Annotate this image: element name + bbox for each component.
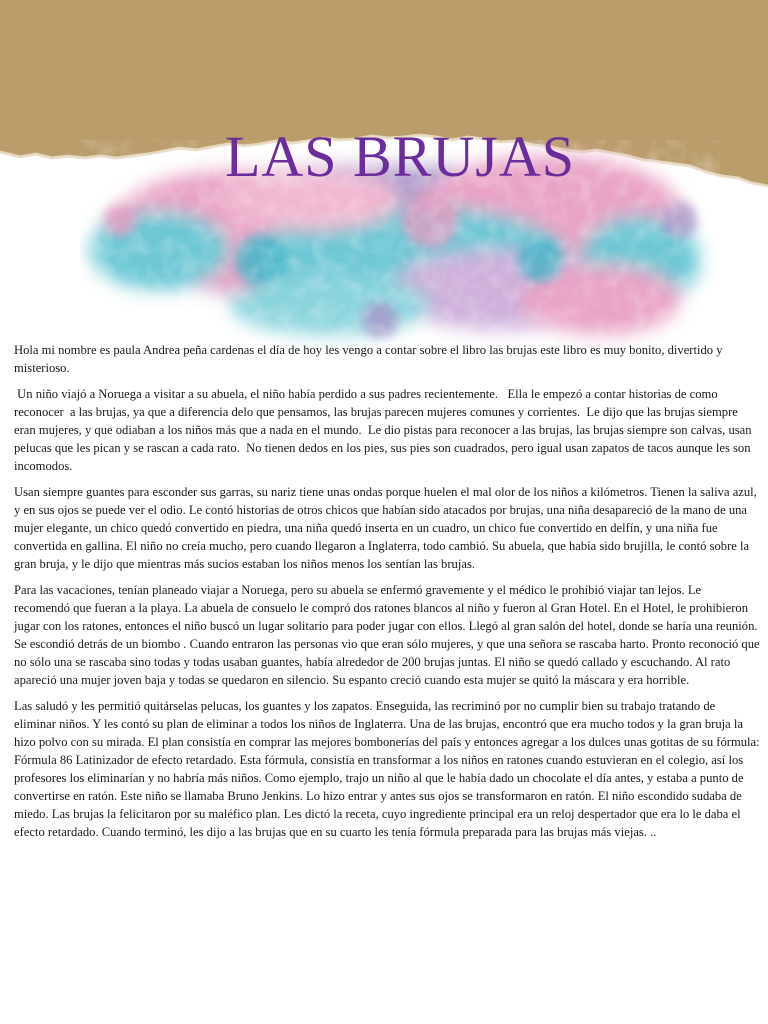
paragraph: Las saludó y les permitió quitárselas pelucas, los guantes y los zapatos. Enseguida, las recriminó por no cumplir bien su trabajo tratando de eliminar niños. Y les contó su plan de eliminar a todos los niños de Inglaterra. Una de las brujas, encontró que era mucho todos y la gran bruja la hizo polvo con su mirada. El plan consistía en comprar las mejores bombonerías del país y entonces agregar a los dulces unas gotitas de su fórmula: Fórmula 86 Latinizador de efecto retardado. Esta fórmula, consistía en transformar a los niños en ratones cuando estuvieran en el colegio, así los profesores los eliminarían y no habría más niños. Como ejemplo, trajo un niño al que le había dado un chocolate el día antes, y estaba a punto de convertirse en ratón. Este niño se llamaba Bruno Jenkins. Lo hizo entrar y antes sus ojos se transformaron en ratón. El niño escondido sudaba de miedo. Las brujas la felicitaron por su maléfico plan. Les dictó la receta, cuyo ingrediente principal era un reloj despertador que era lo le daba el efecto retardado. Cuando terminó, les dijo a las brujas que en su cuarto les tenía fórmula preparada para las brujas más viejas. .. [14,699,760,839]
document-body [14,341,760,849]
paragraph: Hola mi nombre es paula Andrea peña cardenas el día de hoy les vengo a contar sobre el libro las brujas este libro es muy bonito, divertido y misterioso. [14,343,723,375]
paragraph: Un niño viajó a Noruega a visitar a su abuela, el niño había perdido a sus padres recientemente. Ella le empezó a contar historias de como reconocer a las brujas, ya que a diferencia delo que pensamos, las brujas parecen mujeres comunes y corrientes. Le dijo que las brujas siempre eran mujeres, y que odiaban a los niños más que a nada en el mundo. Le dio pistas para reconocer a las brujas, las brujas siempre son calvas, usan pelucas que les pican y se rascan a cada rato. No tienen dedos en los pies, sus pies son cuadrados, pero igual usan zapatos de tacos aunque les son incomodos. [14,387,755,473]
paragraph: Para las vacaciones, tenían planeado viajar a Noruega, pero su abuela se enfermó gravemente y el médico le prohibió viajar tan lejos. Le recomendó que fueran a la playa. La abuela de consuelo le compró dos ratones blancos al niño y fueron al Gran Hotel. En el Hotel, le prohibieron jugar con los ratones, entonces el niño buscó un lugar solitario para poder jugar con ellos. Llegó al gran salón del hotel, donde se haría una reunión. Se escondió detrás de un biombo . Cuando entraron las personas vio que eran sólo mujeres, y que una señora se rascaba harto. Pronto reconoció que no sólo una se rascaba sino todas y todas usaban guantes, había alrededor de 200 brujas juntas. El niño se quedó callado y escuchando. Al rato apareció una mujer joven baja y todas se quedaron en silencio. Su espanto creció cuando esta mujer se quitó la máscara y era horrible. [14,583,760,687]
page-title: LAS BRUJAS [224,124,576,189]
paragraph: Usan siempre guantes para esconder sus garras, su nariz tiene unas ondas porque huelen el mal olor de los niños a kilómetros. Tienen la saliva azul, y en sus ojos se puede ver el odio. Le contó historias de otros chicos que habían sido atacados por brujas, una niña desapareció de la mano de una mujer elegante, un chico quedó convertido en piedra, una niña quedó inserta en un cuadro, un chico fue convertido en delfín, y una niña fue convertida en gallina. El niño no creía mucho, pero cuando llegaron a Inglaterra, todo cambió. Su abuela, que había sido brujilla, le contó sobre la gran bruja, y le dijo que mientras más sucios estaban los niños menos los sentían las brujas. [14,485,757,571]
